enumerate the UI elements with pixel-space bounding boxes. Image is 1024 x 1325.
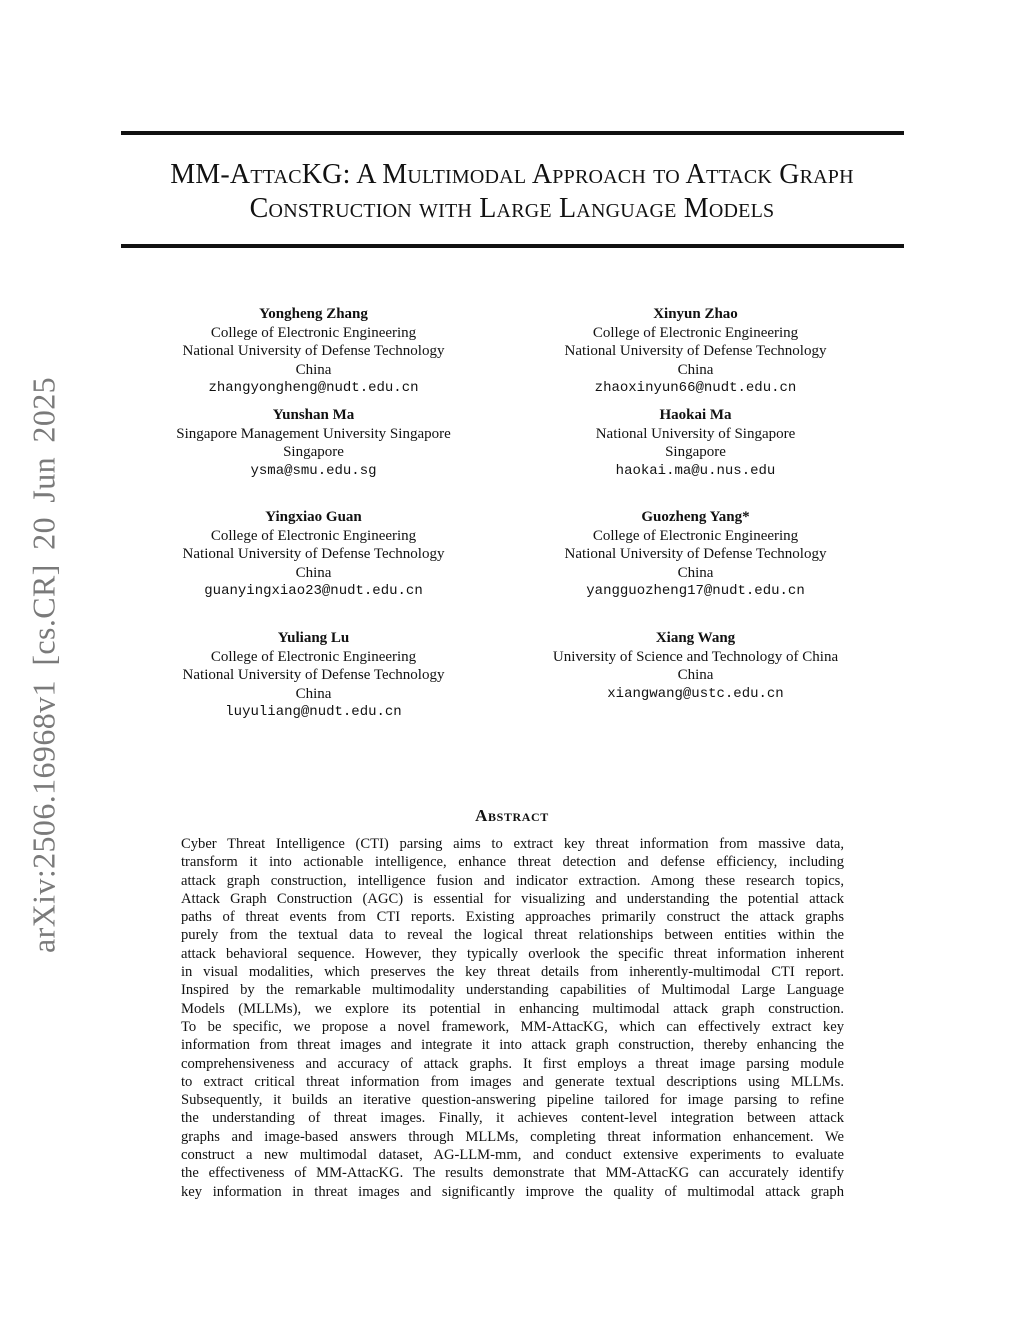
author-block [513, 508, 878, 629]
author-name: Xiang Wang [655, 630, 736, 646]
author-block [131, 508, 496, 629]
abstract-line: Attack Graph Construction (AGC) is essential for visualizing and understanding the potential attack [181, 890, 844, 907]
author-country: China [295, 685, 332, 702]
author-name: Yuliang Lu [277, 630, 350, 646]
abstract-line: information from threat images and integrate it into attack graph construction, thereby enhancing the [181, 1037, 844, 1054]
author-country: China [295, 564, 332, 581]
author-name: Yongheng Zhang [259, 306, 368, 322]
paper-title [100, 158, 924, 226]
title-line-2: Construction with Large Language Models [249, 193, 775, 224]
author-affiliation: National University of Defense Technology [564, 343, 827, 359]
author-email[interactable]: guanyingxiao23@nudt.edu.cn [204, 583, 423, 599]
abstract-heading: Abstract [475, 806, 549, 825]
abstract-line: paths of threat events from CTI reports. Existing approaches primarily construct the attack graphs [181, 909, 844, 926]
abstract-line: To be specific, we propose a novel framework, MM-AttacKG, which can effectively extract key [181, 1018, 844, 1035]
author-name: Haokai Ma [659, 407, 732, 423]
abstract-line: attack behavioral sequence. However, they typically overlook the specific threat information inherent [181, 945, 844, 962]
abstract-body [181, 835, 844, 1201]
author-affiliation: University of Science and Technology of China [552, 648, 839, 665]
author-block [131, 629, 496, 727]
author-country: Singapore [283, 444, 344, 460]
arxiv-identifier[interactable]: arXiv:2506.16968v1 [cs.CR] 20 Jun 2025 [25, 376, 62, 954]
abstract-line: construct a new multimodal dataset, AG-LLM-mm, and conduct extensive experiments to evaluate [181, 1147, 844, 1164]
author-email[interactable]: haokai.ma@u.nus.edu [615, 462, 776, 479]
author-block [131, 406, 496, 508]
abstract-line: Cyber Threat Intelligence (CTI) parsing aims to extract key threat information from massive data, [181, 836, 844, 852]
author-affiliation: College of Electronic Engineering [210, 527, 417, 544]
title-rule-bottom [121, 244, 904, 248]
abstract-line: attack graph construction, intelligence fusion and indicator extraction. Among these research topics, [181, 872, 844, 889]
author-affiliation: College of Electronic Engineering [592, 527, 799, 544]
abstract-line: Inspired by the remarkable multimodality understanding capabilities of Multimodal Large Language [181, 982, 844, 999]
author-email[interactable]: zhangyongheng@nudt.edu.cn [208, 380, 419, 396]
abstract-line: to extract critical threat information from images and generate textual descriptions using MLLMs. [181, 1073, 844, 1090]
author-name: Guozheng Yang* [641, 509, 750, 525]
author-affiliation: National University of Singapore [595, 425, 796, 442]
abstract-line: comprehensiveness and accuracy of attack graphs. It first employs a threat image parsing module [181, 1055, 844, 1072]
abstract-line: Models (MLLMs), we explore its potential in enhancing multimodal attack graph construction. [181, 1000, 844, 1017]
author-email[interactable]: xiangwang@ustc.edu.cn [607, 685, 784, 702]
author-name: Yunshan Ma [272, 407, 355, 423]
author-email[interactable]: luyuliang@nudt.edu.cn [225, 704, 402, 720]
abstract-line: the effectiveness of MM-AttacKG. The results demonstrate that MM-AttacKG can accurately identify [181, 1165, 844, 1182]
author-country: China [295, 361, 332, 378]
abstract-line: graphs and image-based answers through MLLMs, completing threat information enhancement. We [181, 1128, 844, 1145]
author-email[interactable]: yangguozheng17@nudt.edu.cn [586, 583, 805, 599]
author-block [513, 629, 878, 727]
author-affiliation: College of Electronic Engineering [592, 324, 799, 341]
author-name: Xinyun Zhao [653, 306, 738, 322]
author-country: Singapore [665, 444, 726, 460]
author-email[interactable]: zhaoxinyun66@nudt.edu.cn [594, 380, 797, 396]
author-affiliation: National University of Defense Technology [182, 546, 445, 562]
author-block [513, 406, 878, 508]
author-name: Yingxiao Guan [265, 509, 362, 525]
author-list [148, 305, 878, 727]
author-country: China [677, 361, 714, 378]
title-rule-top [121, 131, 904, 135]
author-country: China [677, 564, 714, 581]
title-line-1: MM-AttacKG: A Multimodal Approach to Attack Graph [170, 159, 854, 190]
abstract-line: the understanding of threat images. Finally, it achieves content-level integration between attack [181, 1110, 844, 1127]
author-affiliation: Singapore Management University Singapore [176, 425, 451, 442]
author-country: China [677, 667, 714, 683]
author-affiliation: College of Electronic Engineering [210, 648, 417, 665]
author-affiliation: National University of Defense Technology [564, 546, 827, 562]
author-block [513, 305, 878, 406]
author-affiliation: National University of Defense Technology [182, 667, 445, 683]
abstract-line: purely from the textual data to reveal the logical threat relationships between entities within the [181, 927, 844, 944]
abstract-line: in visual modalities, which preserves the key threat details from inherently-multimodal CTI report. [181, 964, 844, 981]
author-email[interactable]: ysma@smu.edu.sg [250, 462, 377, 479]
author-affiliation: National University of Defense Technology [182, 343, 445, 359]
abstract-line: key information in threat images and significantly improve the quality of multimodal attack graph [181, 1183, 844, 1200]
abstract-line: Subsequently, it builds an iterative question-answering pipeline tailored for image parsing to refine [181, 1092, 844, 1109]
author-block [131, 305, 496, 406]
author-affiliation: College of Electronic Engineering [210, 324, 417, 341]
abstract-line: transform it into actionable intelligence, enhance threat detection and defense efficiency, including [181, 854, 844, 871]
